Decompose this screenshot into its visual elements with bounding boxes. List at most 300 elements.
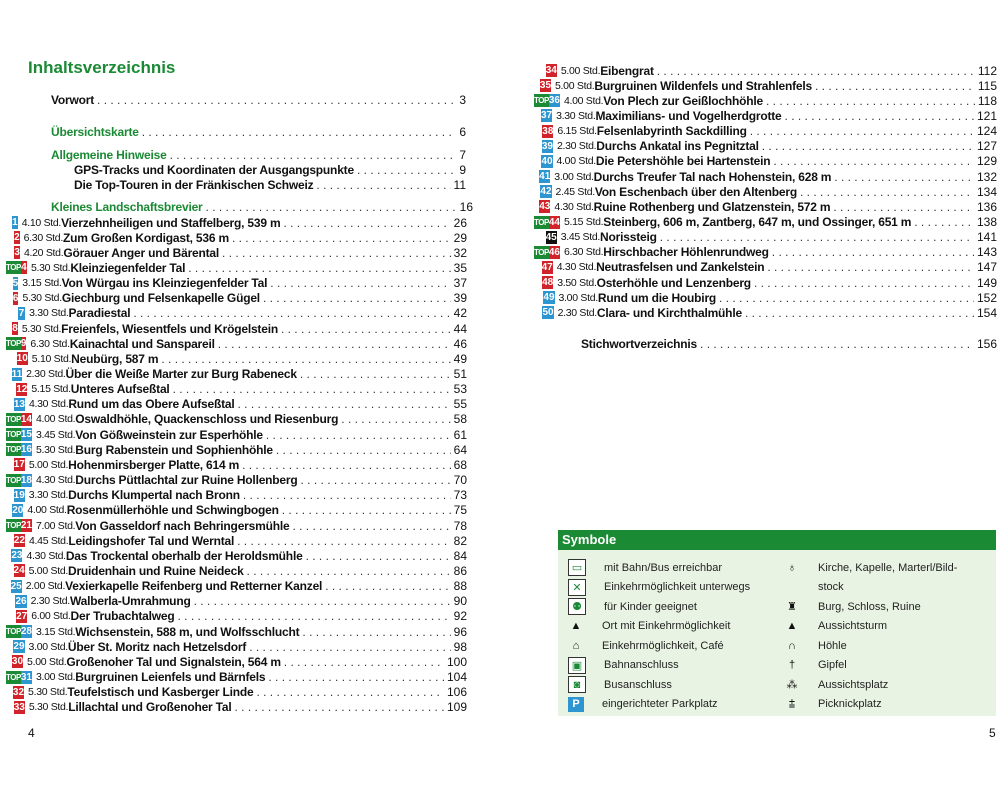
tour-number-badge: 32 — [12, 686, 25, 698]
tour-entry[interactable] — [534, 78, 997, 93]
tour-entry[interactable] — [6, 351, 467, 366]
tour-entry[interactable] — [534, 124, 997, 139]
leader-dots — [767, 260, 974, 274]
tour-entry[interactable] — [6, 321, 467, 336]
tour-page: 68 — [453, 457, 467, 472]
tour-duration: 6.30 Std. — [30, 337, 70, 350]
symbol-row — [568, 695, 750, 715]
tour-number-badge: 40 — [541, 155, 553, 167]
tour-duration: 3.00 Std. — [28, 640, 68, 653]
tour-page: 70 — [453, 473, 467, 488]
tour-page: 129 — [976, 154, 997, 169]
tour-number-badge: 9 — [20, 338, 27, 350]
tour-entry[interactable] — [6, 563, 467, 578]
tour-number-badge: 46 — [548, 246, 560, 258]
toc-entry-label: Vorwort — [51, 93, 95, 107]
tour-title: Über St. Moritz nach Hetzelsdorf — [67, 639, 247, 654]
tour-number-badge: 11 — [11, 368, 23, 380]
leader-dots — [238, 397, 451, 411]
leader-dots — [256, 685, 444, 699]
leader-dots — [834, 170, 974, 184]
symbol-description: Aussichtsplatz — [818, 678, 889, 691]
index-page: 156 — [976, 337, 997, 351]
top-tour-badge — [534, 306, 542, 319]
tour-duration: 5.30 Std. — [35, 443, 76, 456]
tour-page: 98 — [453, 639, 467, 654]
top-tour-badge — [534, 231, 546, 244]
tour-entry[interactable] — [6, 442, 467, 457]
cafe-icon: ⌂ — [572, 639, 580, 652]
tour-number-badge: 24 — [13, 565, 25, 577]
tour-title: Von Gasseldorf nach Behringersmühle — [75, 518, 290, 533]
leader-dots — [249, 640, 450, 654]
toc-entry[interactable] — [51, 125, 466, 140]
tour-entry[interactable] — [6, 533, 467, 548]
leader-dots — [700, 337, 974, 352]
tour-entry[interactable] — [6, 639, 467, 654]
tour-number-badge: 30 — [11, 656, 24, 668]
tour-number-badge: 15 — [20, 429, 32, 441]
symbol-description: Einkehrmöglichkeit unterwegs — [604, 581, 751, 594]
tour-entry[interactable] — [6, 230, 467, 245]
toc-entry[interactable] — [51, 93, 466, 108]
leader-dots — [276, 443, 451, 457]
tower-icon: ▲ — [786, 620, 798, 633]
tour-entry[interactable] — [534, 305, 997, 320]
top-tour-badge — [534, 125, 542, 138]
tour-title: Leidingshofer Tal und Werntal — [68, 533, 235, 548]
tour-title: Eibengrat — [600, 63, 654, 78]
tour-page: 90 — [453, 594, 467, 609]
toc-entry[interactable] — [74, 178, 466, 193]
tour-duration: 2.30 Std. — [30, 595, 70, 608]
top-tour-badge — [6, 383, 16, 396]
tour-entry[interactable] — [6, 624, 467, 639]
tour-page: 51 — [453, 367, 467, 381]
tour-page: 53 — [453, 382, 467, 397]
leader-dots — [785, 109, 974, 123]
tour-duration: 3.30 Std. — [556, 109, 596, 122]
village-icon: ▲ — [570, 620, 582, 633]
top-tour-badge — [6, 292, 13, 305]
tour-page: 141 — [976, 230, 997, 245]
tour-entry[interactable] — [6, 215, 467, 230]
tour-duration: 2.45 Std. — [555, 185, 595, 198]
toc-entry-page: 3 — [459, 93, 466, 107]
top-tour-badge: TOP — [534, 247, 549, 257]
tour-duration: 4.00 Std. — [35, 413, 76, 426]
tour-entry[interactable] — [6, 367, 467, 382]
tour-duration: 6.30 Std. — [563, 246, 604, 259]
tour-title: Vierzehnheiligen und Staffelberg, 539 m — [61, 215, 281, 230]
tour-number-badge: 50 — [542, 307, 554, 319]
tour-entry[interactable] — [6, 579, 467, 594]
tour-title: Burg Rabenstein und Sophienhöhle — [75, 442, 273, 457]
leader-dots — [188, 261, 450, 275]
tour-number-badge: 47 — [541, 261, 553, 273]
tour-duration: 5.10 Std. — [31, 352, 72, 365]
page-number-left: 4 — [28, 726, 35, 740]
tour-page: 73 — [453, 488, 467, 503]
leader-dots — [284, 655, 444, 669]
leader-dots — [754, 276, 974, 290]
leader-dots — [218, 337, 451, 351]
tour-number-badge: 27 — [16, 610, 28, 622]
tour-page: 96 — [453, 624, 467, 639]
tour-number-badge: 44 — [548, 216, 560, 228]
toc-entry[interactable] — [51, 200, 473, 215]
top-tour-badge — [6, 610, 16, 623]
tour-number-badge: 28 — [20, 626, 32, 638]
top-tour-badge — [6, 231, 14, 244]
tour-number-badge: 12 — [16, 383, 28, 395]
leader-dots — [161, 352, 450, 366]
leader-dots — [247, 564, 451, 578]
tour-entry[interactable] — [6, 685, 467, 700]
leader-dots — [833, 200, 974, 214]
leader-dots — [170, 148, 457, 163]
cave-icon: ∩ — [788, 639, 796, 652]
tour-title: Rund um die Houbirg — [597, 290, 717, 305]
tour-number-badge: 45 — [545, 231, 557, 243]
top-tour-badge: TOP — [6, 339, 21, 349]
tour-page: 100 — [446, 654, 467, 669]
top-tour-badge: TOP — [6, 263, 21, 273]
toc-entry-label: Kleines Landschaftsbrevier — [51, 200, 203, 214]
tour-entry[interactable] — [6, 382, 467, 397]
symbol-description: Gipfel — [818, 659, 847, 672]
tour-title: Rosenmüllerhöhle und Schwingbogen — [66, 503, 279, 518]
top-tour-badge — [6, 277, 13, 290]
tour-page: 37 — [453, 276, 467, 291]
leader-dots — [173, 382, 451, 396]
tour-entry[interactable] — [6, 473, 467, 488]
symbol-description: für Kinder geeignet — [604, 600, 697, 613]
tour-entry[interactable] — [6, 654, 467, 669]
tour-entry[interactable] — [6, 457, 467, 472]
symbol-row — [568, 617, 750, 637]
tour-title: Von Würgau ins Kleinziegenfelder Tal — [61, 276, 268, 291]
top-tour-badge — [6, 640, 13, 653]
toc-entry[interactable] — [74, 163, 466, 178]
symbol-row — [784, 675, 957, 695]
tour-entry[interactable] — [6, 245, 467, 260]
leader-dots — [268, 670, 444, 684]
tour-entry[interactable] — [6, 700, 467, 715]
tour-entry[interactable] — [6, 397, 467, 412]
tour-page: 124 — [976, 124, 997, 139]
toc-entry-label: GPS-Tracks und Koordinaten der Ausgangspunkte — [74, 163, 354, 177]
symbol-legend-title: Symbole — [558, 530, 996, 550]
toc-entry-page: 7 — [459, 148, 466, 162]
tour-duration: 3.00 Std. — [558, 291, 598, 304]
top-tour-badge — [6, 686, 13, 699]
tour-duration: 3.00 Std. — [554, 170, 594, 183]
tour-page: 88 — [453, 579, 467, 594]
tour-number-badge: 31 — [20, 671, 32, 683]
leader-dots — [800, 185, 974, 199]
tour-page: 84 — [453, 548, 467, 563]
tour-duration: 4.30 Std. — [26, 549, 66, 562]
tour-duration: 4.30 Std. — [28, 398, 69, 411]
tour-page: 152 — [976, 290, 997, 305]
tour-number-badge: 34 — [545, 65, 557, 76]
top-tour-badge — [6, 352, 17, 365]
tour-entry[interactable] — [534, 215, 997, 230]
tour-page: 86 — [453, 563, 467, 578]
tour-entry[interactable] — [534, 184, 997, 199]
symbol-description: Höhle — [818, 639, 847, 652]
tour-number-badge: 43 — [539, 201, 551, 213]
leader-dots — [914, 215, 974, 229]
tour-number-badge: 26 — [15, 595, 27, 607]
tour-title: Walberla-Umrahmung — [69, 594, 191, 609]
symbol-row — [568, 578, 750, 598]
page-number-right: 5 — [989, 726, 996, 740]
tour-entry[interactable] — [6, 503, 467, 518]
top-tour-badge — [6, 595, 15, 608]
tour-duration: 4.30 Std. — [556, 261, 597, 274]
tour-entry[interactable] — [6, 670, 467, 685]
top-tour-badge — [6, 458, 14, 471]
symbol-description: eingerichteter Parkplatz — [602, 698, 718, 711]
tour-page: 78 — [453, 518, 467, 533]
tour-entry[interactable] — [534, 139, 997, 154]
tour-number-badge: 23 — [11, 550, 23, 562]
tour-page: 121 — [976, 108, 997, 123]
tour-entry[interactable] — [6, 594, 467, 609]
symbol-row — [784, 558, 957, 578]
leader-dots — [266, 428, 451, 442]
tour-duration: 3.50 Std. — [557, 276, 597, 289]
tour-duration: 4.00 Std. — [27, 504, 67, 517]
tour-duration: 5.30 Std. — [21, 322, 62, 335]
tour-title: Teufelstisch und Kasberger Linde — [67, 685, 254, 700]
tour-entry[interactable] — [534, 230, 997, 245]
tour-duration: 2.30 Std. — [556, 140, 597, 153]
tour-entry[interactable] — [534, 93, 997, 108]
tour-title: Durchs Ankatal ins Pegnitztal — [596, 139, 759, 154]
tour-entry[interactable] — [534, 199, 997, 214]
tour-page: 58 — [453, 412, 467, 427]
tour-title: Druidenhain und Ruine Neideck — [67, 563, 244, 578]
leader-dots — [282, 503, 451, 517]
tour-entry[interactable] — [6, 518, 467, 533]
page-title: Inhaltsverzeichnis — [28, 58, 176, 77]
symbol-description: stock — [818, 581, 844, 594]
tour-title: Maximilians- und Vogelherdgrotte — [595, 108, 782, 123]
family-icon: ⚉ — [568, 598, 586, 615]
leader-dots — [316, 178, 450, 193]
tour-title: Osterhöhle und Lenzenberg — [596, 275, 751, 290]
tour-number-badge: 39 — [541, 140, 553, 152]
leader-dots — [300, 367, 451, 381]
tour-number-badge: 5 — [12, 277, 19, 289]
tour-duration: 2.30 Std. — [557, 306, 597, 319]
tour-number-badge: 37 — [540, 110, 553, 122]
tour-duration: 5.30 Std. — [28, 686, 68, 699]
leader-dots — [133, 306, 450, 320]
bus-train-icon: ▭ — [568, 559, 586, 576]
tour-duration: 5.30 Std. — [28, 701, 69, 714]
tour-entry[interactable] — [6, 412, 467, 427]
tour-title: Wichsenstein, 588 m, und Wolfsschlucht — [75, 624, 300, 639]
tour-duration: 4.30 Std. — [554, 200, 594, 213]
tour-duration: 4.45 Std. — [29, 534, 69, 547]
symbol-description: mit Bahn/Bus erreichbar — [604, 561, 722, 574]
top-tour-badge — [6, 246, 14, 259]
summit-icon: † — [788, 659, 796, 672]
tour-entry[interactable] — [534, 290, 997, 305]
tour-duration: 3.30 Std. — [28, 489, 69, 502]
top-tour-badge — [6, 701, 14, 714]
tour-duration: 5.00 Std. — [28, 564, 68, 577]
church-icon: ♁ — [787, 561, 797, 574]
top-tour-badge — [6, 564, 14, 577]
tour-title: Durchs Püttlachtal zur Ruine Hollenberg — [75, 473, 298, 488]
tour-duration: 3.15 Std. — [22, 277, 62, 290]
symbol-row — [784, 695, 957, 715]
right-page — [500, 0, 1000, 800]
tour-duration: 4.30 Std. — [35, 474, 76, 487]
tour-page: 46 — [453, 336, 467, 351]
tour-number-badge: 2 — [14, 232, 20, 244]
tour-number-badge: 35 — [539, 80, 552, 92]
leader-dots — [762, 139, 974, 153]
symbol-description: Burg, Schloss, Ruine — [818, 600, 921, 613]
tour-entry[interactable] — [6, 427, 467, 442]
tour-title: Zum Großen Kordigast, 536 m — [62, 230, 229, 245]
tour-title: Durchs Treufer Tal nach Hohenstein, 628 m — [593, 169, 832, 184]
tour-entry[interactable] — [534, 154, 997, 169]
tour-number-badge: 48 — [542, 277, 554, 289]
tour-title: Neubürg, 587 m — [71, 351, 159, 366]
tour-entry[interactable] — [6, 488, 467, 503]
top-tour-badge — [6, 489, 14, 502]
top-tour-badge — [534, 291, 543, 304]
picnic-icon: ⩲ — [788, 697, 796, 710]
tour-entry[interactable] — [534, 63, 997, 78]
top-tour-badge: TOP — [6, 521, 21, 530]
tour-page: 49 — [453, 351, 467, 366]
tour-number-badge: 38 — [542, 125, 554, 137]
tour-entry[interactable] — [6, 276, 467, 291]
leader-dots — [750, 124, 974, 138]
tour-title: Über die Weiße Marter zur Burg Rabeneck — [65, 367, 297, 381]
tour-entry[interactable] — [6, 306, 467, 321]
tour-title: Von Plech zur Geißlochhöhle — [603, 93, 764, 108]
symbol-description: Picknickplatz — [818, 698, 882, 711]
leader-dots — [281, 322, 451, 336]
tour-duration: 5.00 Std. — [28, 458, 69, 471]
symbol-row — [568, 558, 750, 578]
index-entry[interactable] — [581, 337, 997, 352]
symbol-row — [784, 656, 957, 676]
tour-page: 115 — [977, 78, 997, 93]
tour-title: Die Petershöhle bei Hartenstein — [595, 154, 771, 169]
tour-page: 134 — [976, 184, 997, 199]
tour-entry[interactable] — [6, 291, 467, 306]
tour-duration: 5.00 Std. — [560, 64, 601, 77]
tour-title: Paradiestal — [68, 306, 131, 321]
tour-number-badge: 25 — [10, 580, 22, 592]
tour-number-badge: 18 — [20, 474, 32, 486]
symbol-description: Aussichtsturm — [818, 620, 888, 633]
tour-title: Hohenmirsberger Platte, 614 m — [68, 457, 240, 472]
toc-entry[interactable] — [51, 148, 466, 163]
tour-page: 61 — [453, 427, 467, 442]
top-tour-badge — [534, 64, 546, 77]
tour-page: 29 — [453, 230, 467, 245]
leader-dots — [222, 246, 451, 260]
tour-entry[interactable] — [6, 260, 467, 275]
symbol-row — [568, 597, 750, 617]
tour-entry[interactable] — [534, 260, 997, 275]
leader-dots — [194, 594, 451, 608]
tour-duration: 2.30 Std. — [26, 368, 66, 380]
tour-page: 82 — [453, 533, 467, 548]
toc-entry-label: Übersichtskarte — [51, 125, 139, 139]
tour-title: Großenoher Tal und Signalstein, 564 m — [66, 654, 281, 669]
tour-title: Felsenlabyrinth Sackdilling — [596, 124, 747, 139]
tour-page: 109 — [446, 700, 467, 715]
train-station-icon: ▣ — [568, 657, 586, 674]
tour-duration: 2.00 Std. — [25, 580, 66, 593]
tour-entry[interactable] — [534, 169, 997, 184]
leader-dots — [745, 306, 974, 320]
tour-entry[interactable] — [6, 548, 467, 563]
tour-title: Kainachtal und Sanspareil — [69, 336, 215, 351]
tour-page: 44 — [453, 321, 467, 336]
tour-duration: 6.00 Std. — [31, 610, 71, 623]
symbol-row — [784, 578, 957, 598]
tour-entry[interactable] — [6, 609, 467, 624]
rest-stop-icon: ✕ — [568, 579, 586, 596]
tour-page: 149 — [976, 275, 997, 290]
leader-dots — [660, 230, 974, 244]
symbol-description: Einkehrmöglichkeit, Café — [602, 639, 724, 652]
top-tour-badge — [534, 140, 542, 153]
tour-entry[interactable] — [534, 108, 997, 123]
leader-dots — [270, 276, 450, 290]
tour-number-badge: 14 — [20, 413, 32, 425]
tour-number-badge: 19 — [13, 489, 25, 501]
tour-duration: 3.15 Std. — [35, 625, 76, 638]
tour-duration: 3.00 Std. — [35, 671, 76, 683]
toc-entry-page: 16 — [459, 200, 473, 214]
tour-page: 112 — [977, 63, 997, 78]
tour-duration: 6.15 Std. — [557, 125, 597, 138]
tour-title: Durchs Klumpertal nach Bronn — [68, 488, 240, 503]
tour-page: 55 — [453, 397, 467, 412]
tour-title: Lillachtal und Großenoher Tal — [68, 700, 232, 715]
tour-entry[interactable] — [534, 245, 997, 260]
tour-number-badge: 36 — [548, 95, 560, 107]
tour-page: 106 — [446, 685, 467, 700]
leader-dots — [719, 291, 974, 305]
tour-title: Freienfels, Wiesentfels und Krögelstein — [61, 321, 278, 336]
leader-dots — [243, 488, 451, 502]
castle-icon: ♜ — [787, 601, 797, 614]
top-tour-badge — [534, 155, 541, 168]
symbol-description: Ort mit Einkehrmöglichkeit — [602, 620, 731, 633]
symbol-description: Kirche, Kapelle, Marterl/Bild- — [818, 561, 958, 574]
tour-title: Clara- und Kirchthalmühle — [596, 305, 742, 320]
tour-entry[interactable] — [6, 336, 467, 351]
tour-page: 147 — [976, 260, 997, 275]
tour-entry[interactable] — [534, 275, 997, 290]
leader-dots — [766, 94, 975, 108]
